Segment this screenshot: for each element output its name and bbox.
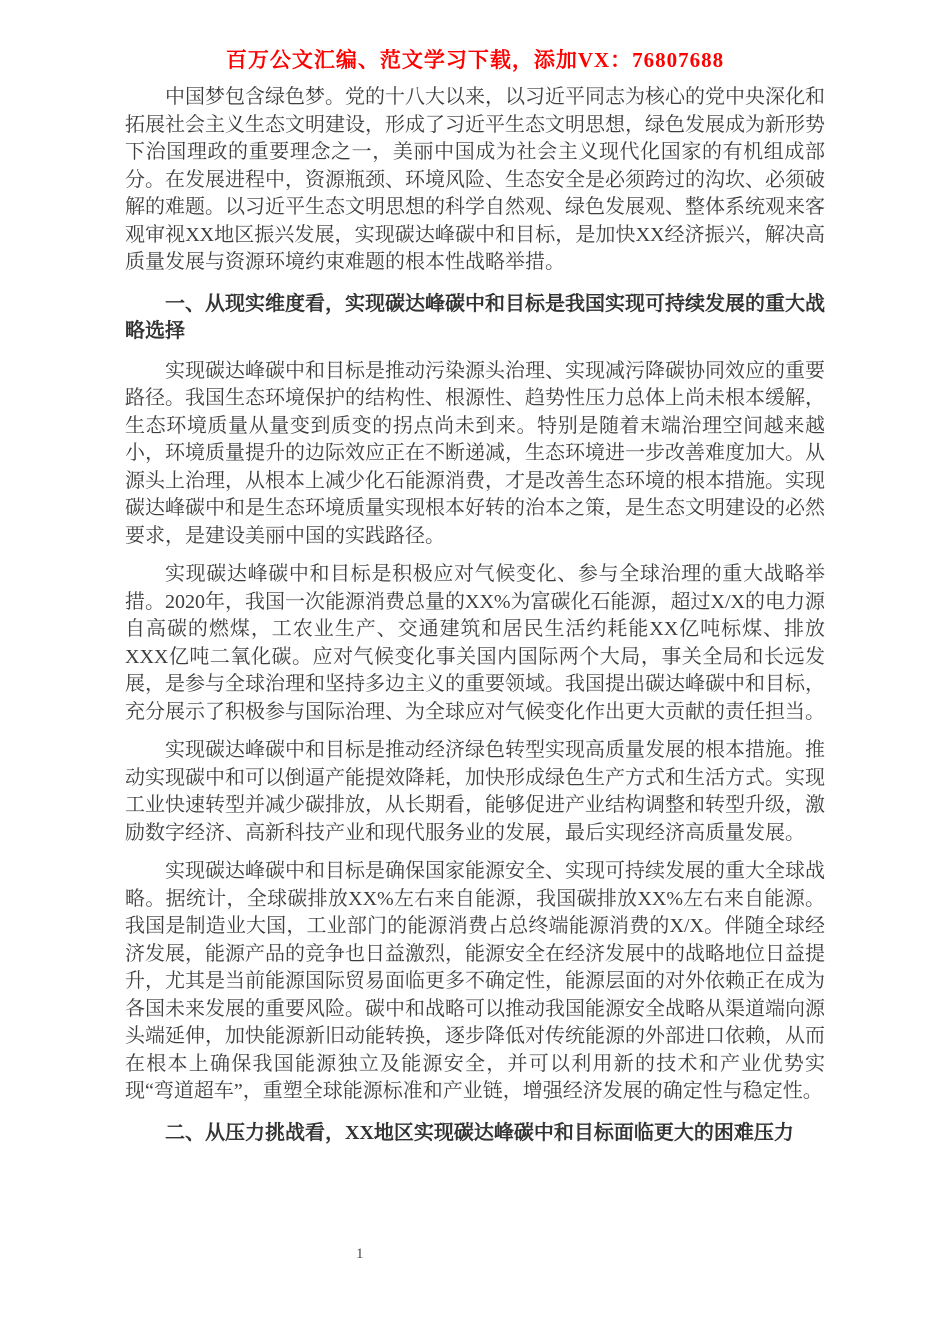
paragraph-pollution-control: 实现碳达峰碳中和目标是推动污染源头治理、实现减污降碳协同效应的重要路径。我国生态环境保护的结构性、根源性、趋势性压力总体上尚未根本缓解，生态环境质量从量变到质变的拐点尚未到来。特别是随着末端治理空间越来越小，环境质量提升的边际效应正在不断递减，生态环境进一步改善难度加大。从源头上治理，从根本上减少化石能源消费，才是改善生态环境的根本措施。实现碳达峰碳中和是生态环境质量实现根本好转的治本之策，是生态文明建设的必然要求，是建设美丽中国的实践路径。 [125, 359, 825, 547]
document-body [125, 84, 825, 1159]
paragraph-energy-security: 实现碳达峰碳中和目标是确保国家能源安全、实现可持续发展的重大全球战略。据统计，全球碳排放XX%左右来自能源，我国碳排放XX%左右来自能源。我国是制造业大国，工业部门的能源消费占总终端能源消费的X/X。伴随全球经济发展，能源产品的竞争也日益激烈，能源安全在经济发展中的战略地位日益提升，尤其是当前能源国际贸易面临更多不确定性，能源层面的对外依赖正在成为各国未来发展的重要风险。碳中和战略可以推动我国能源安全战略从渠道端向源头端延伸，加快能源新旧动能转换，逐步降低对传统能源的外部进口依赖，从而在根本上确保我国能源独立及能源安全，并可以利用新的技术和产业优势实现“弯道超车”，重塑全球能源标准和产业链，增强经济发展的确定性与稳定性。 [125, 860, 825, 1102]
paragraph-intro: 中国梦包含绿色梦。党的十八大以来，以习近平同志为核心的党中央深化和拓展社会主义生态文明建设，形成了习近平生态文明思想，绿色发展成为新形势下治国理政的重要理念之一，美丽中国成为社会主义现代化国家的有机组成部分。在发展进程中，资源瓶颈、环境风险、生态安全是必须跨过的沟坎、必须破解的难题。以习近平生态文明思想的科学自然观、绿色发展观、整体系统观来客观审视XX地区振兴发展，实现碳达峰碳中和目标，是加快XX经济振兴，解决高质量发展与资源环境约束难题的根本性战略举措。 [125, 86, 825, 273]
paragraph-green-transition: 实现碳达峰碳中和目标是推动经济绿色转型实现高质量发展的根本措施。推动实现碳中和可以倒逼产能提效降耗，加快形成绿色生产方式和生活方式。实现工业快速转型并减少碳排放，从长期看，能够促进产业结构调整和转型升级，激励数字经济、高新科技产业和现代服务业的发展，最后实现经济高质量发展。 [125, 739, 825, 844]
paragraph-climate-governance: 实现碳达峰碳中和目标是积极应对气候变化、参与全球治理的重大战略举措。2020年，我国一次能源消费总量的XX%为富碳化石能源，超过X/X的电力源自高碳的燃煤，工农业生产、交通建筑和居民生活约耗能XX亿吨标煤、排放XXX亿吨二氧化碳。应对气候变化事关国内国际两个大局，事关全局和长远发展，是参与全球治理和坚持多边主义的重要领域。我国提出碳达峰碳中和目标，充分展示了积极参与国际治理、为全球应对气候变化作出更大贡献的责任担当。 [125, 563, 825, 723]
section-heading-2: 二、从压力挑战看，XX地区实现碳达峰碳中和目标面临更大的困难压力 [165, 1121, 794, 1144]
section-heading-1: 一、从现实维度看，实现碳达峰碳中和目标是我国实现可持续发展的重大战略选择 [125, 292, 825, 342]
page-number: 1 [356, 1246, 364, 1262]
header-notice: 百万公文汇编、范文学习下载，添加VX：76807688 [225, 48, 725, 72]
